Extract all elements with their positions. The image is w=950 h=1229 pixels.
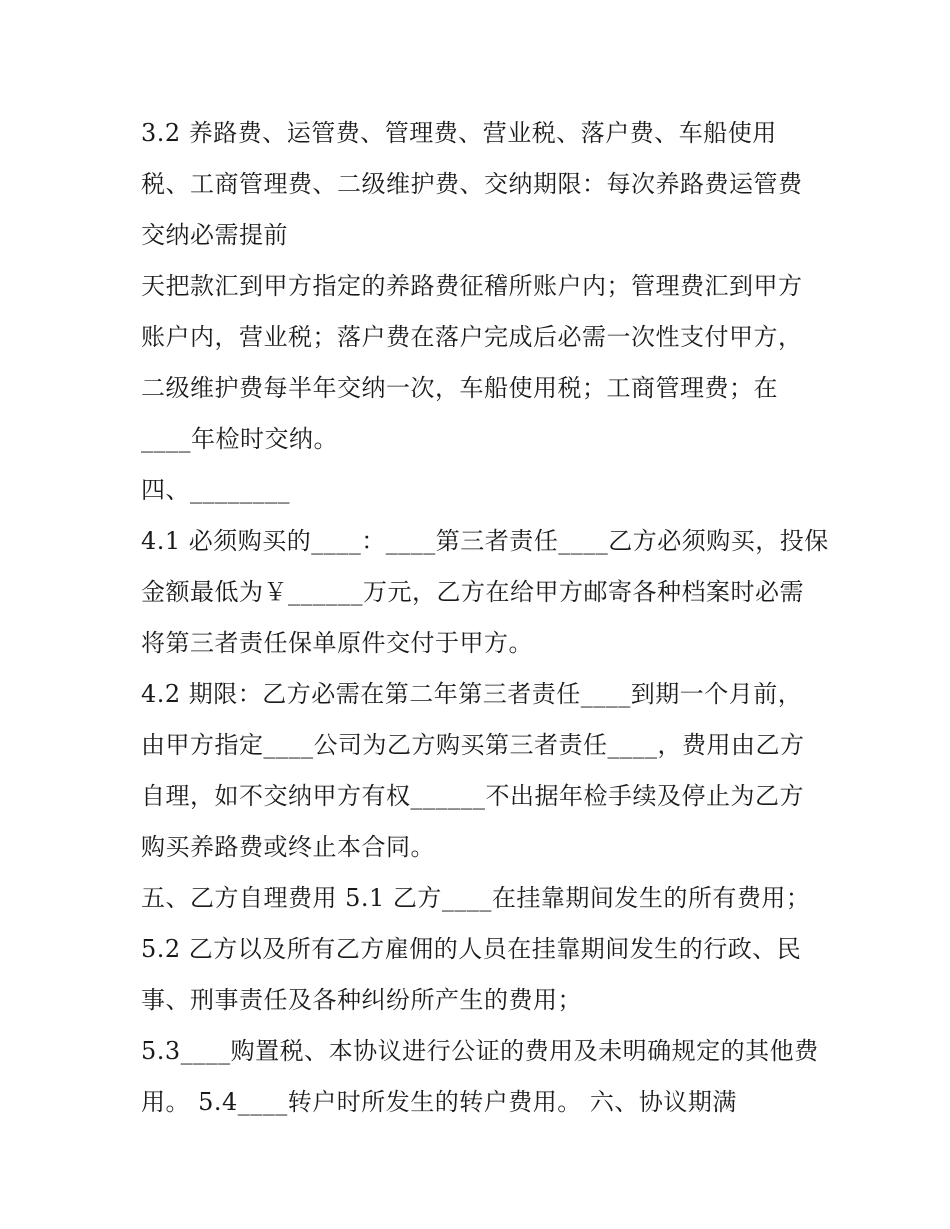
section-heading: 四、________: [141, 476, 290, 504]
text-line: 4.2 期限：乙方必需在第二年第三者责任____到期一个月前，: [141, 680, 803, 708]
text-line: 5.2 乙方以及所有乙方雇佣的人员在挂靠期间发生的行政、民: [141, 935, 802, 963]
text-line: 将第三者责任保单原件交付于甲方。: [141, 629, 533, 657]
text-line: 天把款汇到甲方指定的养路费征稽所账户内；管理费汇到甲方: [141, 272, 803, 300]
text-line: 交纳必需提前: [141, 221, 288, 249]
text-line: 自理，如不交纳甲方有权______不出据年检手续及停止为乙方: [141, 782, 804, 810]
text-line: 金额最低为￥______万元，乙方在给甲方邮寄各种档案时必需: [141, 578, 804, 606]
text-line: 账户内，营业税；落户费在落户完成后必需一次性支付甲方，: [141, 323, 803, 351]
text-line: 事、刑事责任及各种纠纷所产生的费用；: [141, 986, 582, 1014]
text-line: ____年检时交纳。: [141, 425, 338, 453]
document-page: [141, 108, 829, 1128]
text-line: 购买养路费或终止本合同。: [141, 833, 435, 861]
text-line: 二级维护费每半年交纳一次，车船使用税；工商管理费；在: [141, 374, 778, 402]
text-line: 3.2 养路费、运管费、管理费、营业税、落户费、车船使用: [141, 119, 777, 147]
text-line: 5.3____购置税、本协议进行公证的费用及未明确规定的其他费: [141, 1037, 819, 1065]
text-line: 由甲方指定____公司为乙方购买第三者责任____，费用由乙方: [141, 731, 805, 759]
text-line: 税、工商管理费、二级维护费、交纳期限：每次养路费运管费: [141, 170, 803, 198]
text-line: 4.1 必须购买的____：____第三者责任____乙方必须购买，投保: [141, 527, 829, 555]
text-line: 用。 5.4____转户时所发生的转户费用。 六、协议期满: [141, 1088, 737, 1116]
text-line: 五、乙方自理费用 5.1 乙方____在挂靠期间发生的所有费用；: [141, 884, 811, 912]
